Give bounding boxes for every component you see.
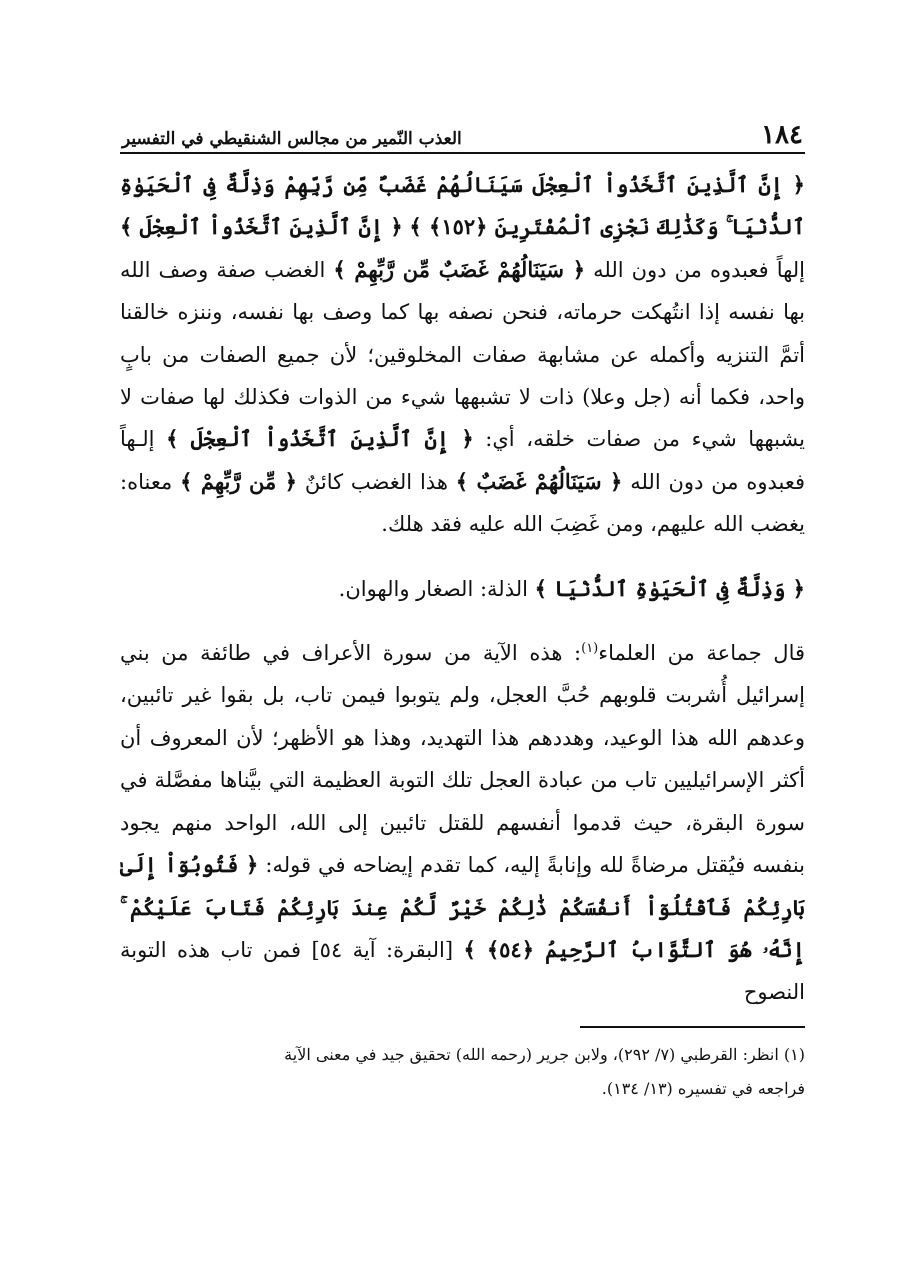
footnote-reference: (١) (581, 641, 599, 657)
commentary-text: : هذه الآية من سورة الأعراف في طائفة من بني إسرائيل أُشربت قلوبهم حُبَّ العجل، ولم يتوبوا فيمن تاب، بل بقوا غير تائبين، وعدهم الله هذا الوعيد، وهددهم هذا التهديد، وهذا هو الأظهر؛ لأن المعروف أن أكثر الإسرائيليين تاب من عبادة العجل تلك التوبة العظيمة التي بيَّناها مفصَّلة في سورة البقرة، حيث قدموا أنفسهم للقتل تائبين إلى الله، الواحد منهم يجود بنفسه فيُقتل مرضاةً لله وإنابةً إليه، كما تقدم إيضاحه في قوله: (120, 641, 805, 878)
commentary-text: الذلة: الصغار والهوان. (338, 576, 528, 601)
main-text (120, 164, 805, 1014)
paragraph-2 (120, 568, 805, 610)
book-page (120, 112, 805, 1106)
commentary-text: قال جماعة من العلماء (598, 641, 806, 666)
quran-verse: ﴿ وَذِلَّةٌ فِى ٱلْحَيَوٰةِ ٱلدُّنْيَا ﴾ (534, 575, 805, 601)
commentary-text: معناه: يغضب الله عليهم، ومن غَضِبَ الله عليه فقد هلك. (120, 469, 805, 537)
commentary-text: إلهاً فعبدوه من دون الله (593, 257, 806, 282)
quran-verse: ﴿ مِّن رَّبِّهِمْ ﴾ (180, 468, 297, 494)
commentary-text: الغضب صفة وصف الله بها نفسه إذا انتُهكت حرماته، فنحن نصفه بها كما وصف بها نفسه، وننزه خالقنا أتمَّ التنزيه وأكمله عن مشابهة صفات المخلوقين؛ لأن جميع الصفات من بابٍ واحد، فكما أنه (جل وعلا) ذات لا تشبهها شيء من الذوات فكذلك لها صفات لا يشبهها شيء من صفات خلقه، أي: (120, 257, 805, 452)
quran-verse: ﴿ فَتُوبُوٓاْ إِلَىٰ بَارِئِكُمْ فَٱقْتُلُوٓاْ أَنفُسَكُمْ ذَٰلِكُمْ خَيْرٌ لَّكُمْ عِندَ بَارِئِكُمْ فَتَابَ عَلَيْكُمْ ۚ إِنَّهُۥ هُوَ ٱلتَّوَّابُ ٱلرَّحِيمُ ﴿٥٤﴾ ﴾ (120, 852, 805, 962)
quran-verse: ﴿ إِنَّ ٱلَّذِينَ ٱتَّخَذُواْ ٱلْعِجْلَ ﴾ (166, 426, 474, 452)
quran-verse: ﴿ سَيَنَالُهُمْ غَضَبٌ مِّن رَّبِّهِمْ ﴾ (333, 256, 586, 282)
footnote-divider (580, 1026, 805, 1028)
commentary-text: إلـهاً فعبدوه من دون الله (120, 427, 806, 494)
quran-verse: ﴿ إِنَّ ٱلَّذِينَ ٱتَّخَذُواْ ٱلْعِجْلَ ﴾ (120, 214, 403, 240)
commentary-text: هذا الغضب كائنٌ (304, 469, 448, 494)
quran-verse: ﴿ إِنَّ ٱلَّذِينَ ٱتَّخَذُواْ ٱلْعِجْلَ سَيَنَالُهُمْ غَضَبٌ مِّن رَّبِّهِمْ وَذِلَّةٌ فِى ٱلْحَيَوٰةِ ٱلدُّنْيَا ۚ وَكَذَٰلِكَ نَجْزِى ٱلْمُفْتَرِينَ ﴿١٥٢﴾ ﴾ (120, 172, 805, 240)
footnotes (120, 1038, 805, 1106)
page-header (120, 112, 805, 154)
paragraph-3 (120, 632, 805, 1014)
quran-verse: ﴿ سَيَنَالُهُمْ غَضَبٌ ﴾ (455, 468, 623, 494)
commentary-text: [البقرة: آية ٥٤] فمن تاب هذه التوبة النصوح (120, 937, 805, 1005)
page-number: ١٨٤ (761, 120, 803, 150)
footnote-line: (١) انظر: القرطبي (٧/ ٢٩٢)، ولابن جرير (رحمه الله) تحقيق جيد في معنى الآية (284, 1044, 805, 1064)
paragraph-1 (120, 164, 805, 546)
running-title: العذب النّمير من مجالس الشنقيطي في التفسير (122, 129, 462, 149)
footnote-line: فراجعه في تفسيره (١٣/ ١٣٤). (601, 1078, 805, 1098)
